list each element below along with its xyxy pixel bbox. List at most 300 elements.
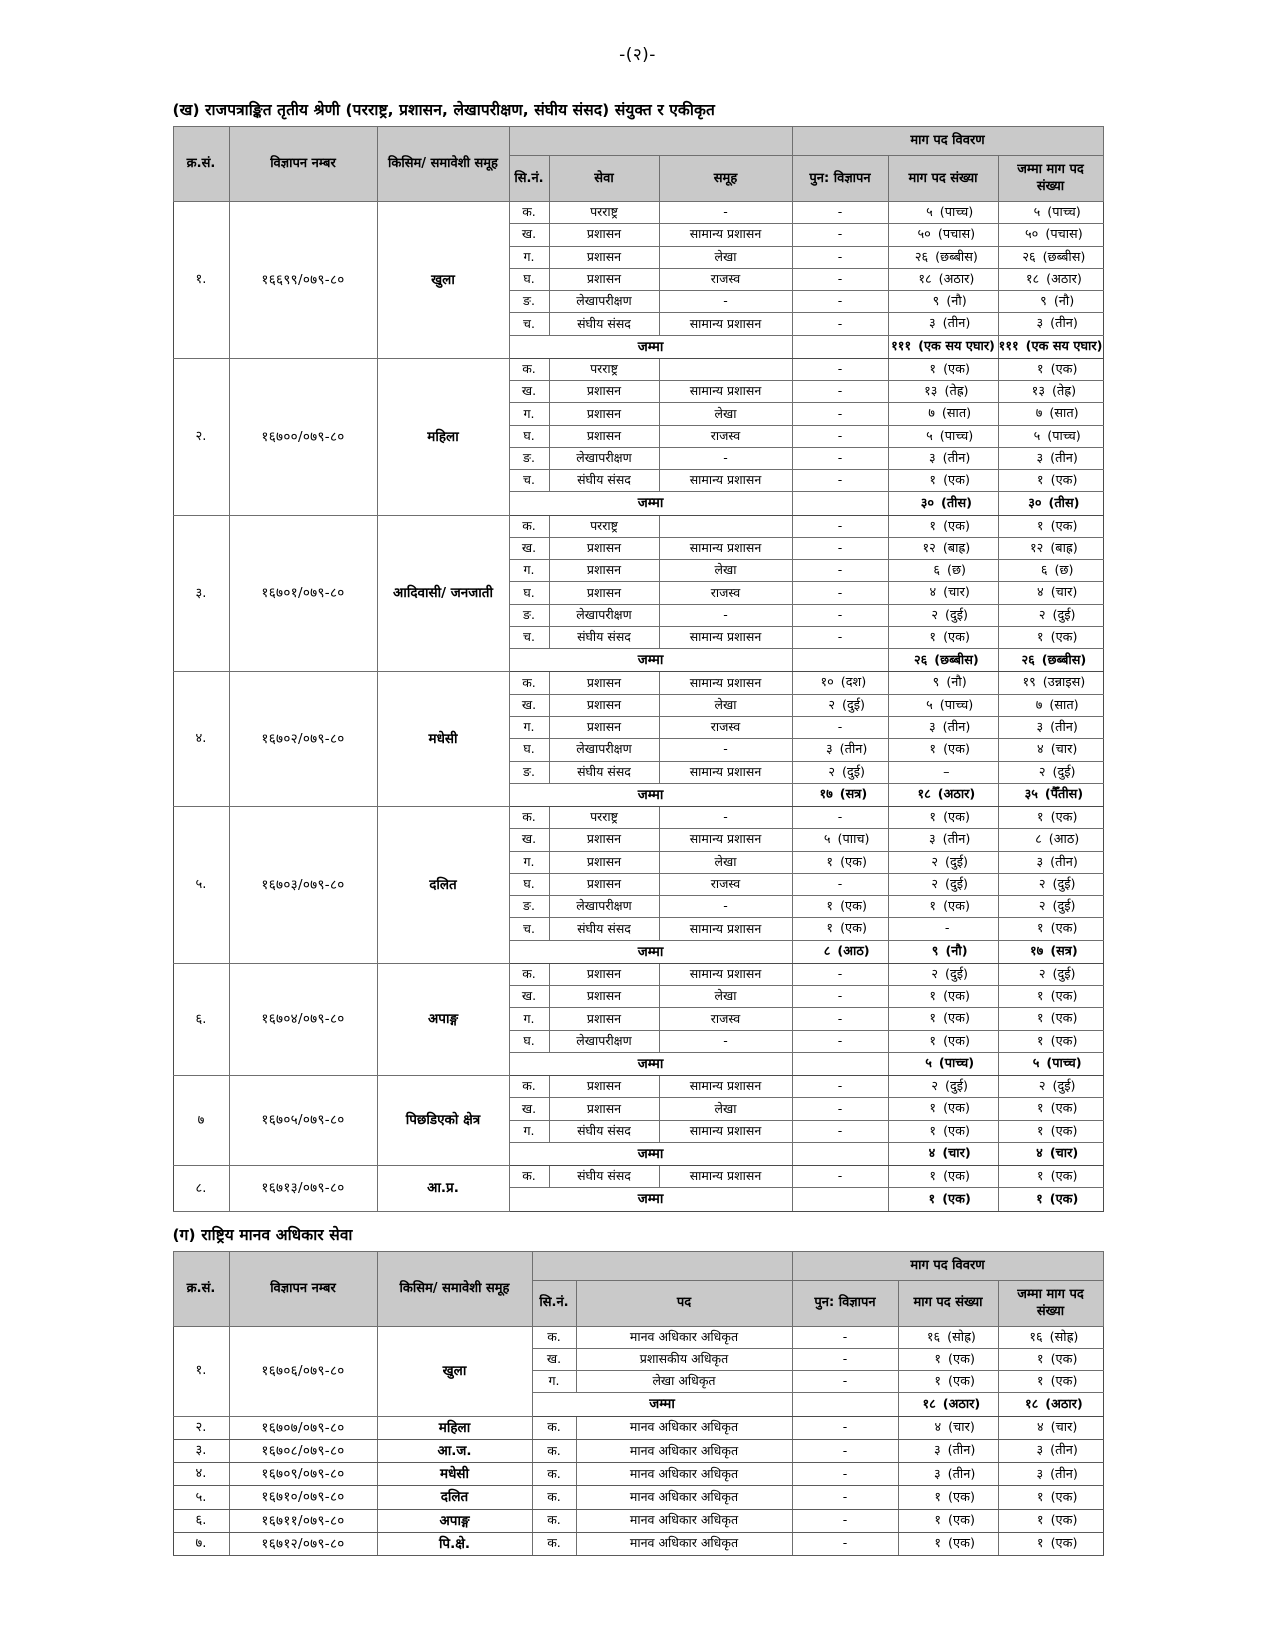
demanded-posts (888, 246, 998, 268)
total-demanded-posts-count-number: ३० (920, 495, 935, 511)
group-name: राजस्व (659, 425, 792, 447)
demanded-posts-word: (एक) (943, 1033, 970, 1049)
th-ga-kisim: किसिम/ समावेशी समूह (377, 1251, 532, 1326)
table-row (173, 1416, 1103, 1439)
demanded-posts-number: – (943, 764, 950, 780)
demanded-posts-word: (तीन) (942, 316, 971, 332)
sub-serial-number: ङ. (509, 761, 549, 783)
sub-serial-number: घ. (509, 739, 549, 761)
total-demanded-posts-number: १ (1036, 1123, 1044, 1139)
group-name (659, 358, 792, 380)
demanded-posts-word: (एक) (943, 1123, 970, 1139)
grand-total-posts-word: (पैँतीस) (1044, 787, 1084, 803)
sub-serial-number: ग. (509, 403, 549, 425)
service-name: लेखापरीक्षण (549, 896, 659, 918)
total-demanded-posts-number: २ (1038, 899, 1046, 915)
demanded-posts (888, 986, 998, 1008)
demanded-posts-word: (सोह्र) (947, 1329, 976, 1345)
grand-total-posts-word: (एक) (1049, 1191, 1079, 1207)
total-demanded-posts (998, 626, 1103, 648)
demanded-posts-word: (सात) (941, 406, 972, 422)
th-ga-sn: क्र.सं. (173, 1251, 229, 1326)
total-demanded-posts (998, 358, 1103, 380)
row-serial-number: ७. (173, 1532, 229, 1555)
th-ga-mag-pad-sankhya: माग पद संख्या (898, 1280, 998, 1326)
grand-total-posts (998, 649, 1103, 672)
demanded-posts (898, 1509, 998, 1532)
total-demanded-posts-number: ४ (1037, 1420, 1044, 1436)
demanded-posts (888, 739, 998, 761)
post-name: मानव अधिकार अधिकृत (576, 1416, 792, 1439)
demanded-posts-word: (एक) (943, 1101, 970, 1117)
total-demanded-posts-count-word: (एक) (942, 1191, 971, 1207)
demanded-posts (888, 381, 998, 403)
row-serial-number: ३. (173, 1439, 229, 1462)
group-name: लेखा (659, 560, 792, 582)
total-label: जम्मा (532, 1393, 792, 1416)
service-name: प्रशासन (549, 224, 659, 246)
total-demanded-posts-word: (एक) (1050, 361, 1078, 377)
advertisement-number: १६७००/०७९-८० (229, 358, 377, 515)
post-name: मानव अधिकार अधिकृत (576, 1326, 792, 1348)
demanded-posts-number: २ (931, 607, 938, 623)
demanded-posts (888, 358, 998, 380)
inclusive-group: आदिवासी/ जनजाती (377, 515, 509, 672)
sub-serial-number: ख. (509, 381, 549, 403)
total-label: जम्मा (509, 1142, 792, 1165)
demanded-posts-word: (तीन) (942, 719, 971, 735)
republished-count: - (792, 1098, 888, 1120)
total-demanded-posts-word: (पाच्च) (1047, 205, 1081, 221)
republished-count (792, 896, 888, 918)
grand-total-posts (998, 492, 1103, 515)
inclusive-group: अपाङ्ग (377, 1509, 532, 1532)
th-ga-pad: पद (576, 1280, 792, 1326)
demanded-posts (888, 202, 998, 224)
sub-serial-number: ग. (509, 716, 549, 738)
grand-total-posts-number: ३५ (1024, 787, 1038, 803)
republished-count-word: (पााच) (837, 832, 870, 848)
total-demanded-posts-word: (तीन) (1050, 1443, 1078, 1459)
demanded-posts (888, 626, 998, 648)
demanded-posts (888, 873, 998, 895)
sub-serial-number: ग. (509, 851, 549, 873)
demanded-posts-word: (दुई) (944, 854, 969, 870)
republished-count: - (792, 1166, 888, 1188)
total-demanded-posts-count-number: ५ (925, 1056, 932, 1072)
total-demanded-posts (998, 447, 1103, 469)
demanded-posts (888, 425, 998, 447)
demanded-posts (898, 1416, 998, 1439)
demanded-posts (888, 515, 998, 537)
demanded-posts-number: ७ (928, 406, 935, 422)
demanded-posts-word: (बाह्र) (942, 540, 971, 556)
grand-total-posts-number: १११ (998, 339, 1019, 355)
group-name: सामान्य प्रशासन (659, 1120, 792, 1142)
demanded-posts-word: (चार) (948, 1420, 975, 1436)
total-demanded-posts-count-number: ४ (928, 1146, 936, 1162)
table-row (173, 1439, 1103, 1462)
republished-count-number: १ (826, 899, 834, 915)
total-demanded-posts-word: (तीन) (1050, 450, 1078, 466)
total-demanded-posts-count-number: १ (928, 1191, 936, 1207)
demanded-posts-word: (एक) (943, 899, 970, 915)
th-ga-ad-no: विज्ञापन नम्बर (229, 1251, 377, 1326)
total-demanded-posts-number: २६ (1022, 249, 1036, 265)
advertisement-number: १६७०९/०७९-८० (229, 1463, 377, 1486)
group-name: राजस्व (659, 873, 792, 895)
demanded-posts-number: १ (929, 1011, 937, 1027)
total-demanded-posts (998, 694, 1103, 716)
republished-count: - (792, 807, 888, 829)
demanded-posts (888, 470, 998, 492)
sub-serial-number: ख. (509, 224, 549, 246)
sub-serial-number: च. (509, 626, 549, 648)
total-demanded-posts-number: १ (1036, 518, 1044, 534)
grand-total-posts-number: २६ (1021, 652, 1035, 668)
table-row (173, 1463, 1103, 1486)
total-demanded-posts-number: २ (1038, 876, 1046, 892)
total-demanded-posts (998, 739, 1103, 761)
total-republished-count (792, 1393, 898, 1416)
total-republished-count (792, 783, 888, 806)
table-row (173, 672, 1103, 694)
republished-count: - (792, 358, 888, 380)
republished-count: - (792, 313, 888, 335)
grand-total-posts-word: (चार) (1049, 1146, 1079, 1162)
total-demanded-posts-word: (एक) (1050, 473, 1078, 489)
total-demanded-posts-word: (एक) (1050, 1374, 1078, 1390)
total-demanded-posts-number: ५ (1033, 428, 1041, 444)
total-demanded-posts-count-word: (छब्बीस) (934, 652, 979, 668)
demanded-posts-number: ३ (929, 832, 936, 848)
total-demanded-posts (998, 1509, 1103, 1532)
demanded-posts-number: १२ (922, 540, 936, 556)
total-demanded-posts-number: १ (1036, 921, 1044, 937)
total-demanded-posts-number: १ (1036, 629, 1044, 645)
sub-serial-number: क. (532, 1326, 576, 1348)
demanded-posts (888, 1166, 998, 1188)
demanded-posts-word: (एक) (948, 1489, 975, 1505)
demanded-posts (888, 694, 998, 716)
th-ga-spacer (532, 1251, 792, 1280)
demanded-posts-word: (एक) (948, 1536, 975, 1552)
demanded-posts-number: १ (929, 1169, 937, 1185)
row-serial-number: ६. (173, 1509, 229, 1532)
demanded-posts-number: १ (934, 1489, 942, 1505)
total-republished-count (792, 492, 888, 515)
demanded-posts-word: (एक) (943, 518, 970, 534)
sub-serial-number: ङ. (509, 896, 549, 918)
republished-count: - (792, 963, 888, 985)
grand-total-posts-word: (अठार) (1045, 1396, 1083, 1412)
sub-serial-number: ग. (509, 1008, 549, 1030)
republished-count: - (792, 447, 888, 469)
republished-count-number: ३ (826, 742, 833, 758)
demanded-posts-number: ३ (929, 450, 936, 466)
demanded-posts (898, 1439, 998, 1462)
total-demanded-posts-word: (नौ) (1053, 294, 1075, 310)
demanded-posts-number: ४ (929, 585, 937, 601)
row-serial-number: २. (173, 358, 229, 515)
demanded-posts-number: १ (929, 1033, 937, 1049)
total-demanded-posts-count (888, 783, 998, 806)
total-demanded-posts-number: ७ (1035, 406, 1043, 422)
total-demanded-posts-count (888, 492, 998, 515)
total-demanded-posts-word: (तीन) (1050, 854, 1078, 870)
total-demanded-posts-number: १ (1036, 1101, 1044, 1117)
service-name: प्रशासन (549, 381, 659, 403)
demanded-posts (888, 829, 998, 851)
service-name: प्रशासन (549, 403, 659, 425)
demanded-posts-number: १८ (918, 271, 932, 287)
service-name: संघीय संसद (549, 626, 659, 648)
grand-total-posts (998, 1188, 1103, 1211)
grand-total-posts-number: १८ (1024, 1396, 1039, 1412)
total-demanded-posts (998, 986, 1103, 1008)
total-demanded-posts-count (888, 649, 998, 672)
total-demanded-posts (998, 918, 1103, 940)
total-demanded-posts-number: ५ (1033, 205, 1041, 221)
inclusive-group: दलित (377, 807, 509, 964)
demanded-posts-number: ९ (932, 675, 940, 691)
group-name: सामान्य प्रशासन (659, 918, 792, 940)
grand-total-posts (998, 1393, 1103, 1416)
th-ga-pun-bigyapan: पुन: विज्ञापन (792, 1280, 898, 1326)
demanded-posts-word: (एक) (943, 989, 970, 1005)
th-ad-no: विज्ञापन नम्बर (229, 127, 377, 202)
republished-count: - (792, 716, 888, 738)
row-serial-number: १. (173, 1326, 229, 1416)
republished-count: - (792, 1120, 888, 1142)
service-name: प्रशासन (549, 873, 659, 895)
republished-count-word: (एक) (840, 899, 867, 915)
table-row (173, 1076, 1103, 1098)
group-name: सामान्य प्रशासन (659, 1076, 792, 1098)
republished-count (792, 761, 888, 783)
total-demanded-posts-word: (तेह्र) (1051, 384, 1077, 400)
advertisement-number: १६७०५/०७९-८० (229, 1076, 377, 1166)
total-demanded-posts-word: (सात) (1049, 697, 1079, 713)
service-name: लेखापरीक्षण (549, 1030, 659, 1052)
total-demanded-posts-word: (एक) (1050, 1536, 1078, 1552)
section-kha-body (173, 202, 1103, 1212)
demanded-posts (888, 851, 998, 873)
republished-count: - (792, 1348, 898, 1370)
total-demanded-posts (998, 1416, 1103, 1439)
total-demanded-posts-number: १ (1036, 1489, 1044, 1505)
grand-total-posts (998, 1052, 1103, 1075)
total-demanded-posts (998, 515, 1103, 537)
table-row (173, 1532, 1103, 1555)
total-label: जम्मा (509, 649, 792, 672)
inclusive-group: दलित (377, 1486, 532, 1509)
th-ga-si-no: सि.नं. (532, 1280, 576, 1326)
republished-count: - (792, 873, 888, 895)
total-label: जम्मा (509, 783, 792, 806)
group-name: सामान्य प्रशासन (659, 313, 792, 335)
post-name: लेखा अधिकृत (576, 1371, 792, 1393)
total-demanded-posts-word: (दुई) (1052, 966, 1076, 982)
sub-serial-number: क. (532, 1486, 576, 1509)
total-demanded-posts-word: (उन्नाइस) (1042, 675, 1086, 691)
demanded-posts-number: ३ (933, 1443, 941, 1459)
total-demanded-posts-word: (चार) (1050, 742, 1078, 758)
demanded-posts (898, 1463, 998, 1486)
republished-count: - (792, 560, 888, 582)
total-demanded-posts-number: १ (1036, 1169, 1044, 1185)
service-name: प्रशासन (549, 425, 659, 447)
inclusive-group: अपाङ्ग (377, 963, 509, 1075)
grand-total-posts-word: (पाच्च) (1046, 1056, 1082, 1072)
total-demanded-posts (998, 896, 1103, 918)
republished-count: - (792, 246, 888, 268)
total-demanded-posts (998, 761, 1103, 783)
row-serial-number: ३. (173, 515, 229, 672)
republished-count-word: (एक) (840, 854, 867, 870)
total-demanded-posts (998, 381, 1103, 403)
demanded-posts-word: (एक) (943, 810, 970, 825)
demanded-posts-number: ९ (932, 294, 940, 310)
total-demanded-posts (998, 1348, 1103, 1370)
advertisement-number: १६७०४/०७९-८० (229, 963, 377, 1075)
demanded-posts (898, 1326, 998, 1348)
demanded-posts-number: १ (929, 629, 937, 645)
total-demanded-posts-count-number: १८ (917, 787, 931, 803)
republished-count: - (792, 1486, 898, 1509)
total-demanded-posts (998, 1439, 1103, 1462)
service-name: संघीय संसद (549, 761, 659, 783)
total-demanded-posts (998, 829, 1103, 851)
demanded-posts-number: २ (931, 1079, 938, 1095)
republished-count (792, 672, 888, 694)
demanded-posts-word: (पाच्च) (939, 205, 974, 221)
demanded-posts-number: १३ (924, 384, 938, 400)
grand-total-posts-word: (तीस) (1048, 495, 1080, 511)
demanded-posts-number: ५० (917, 227, 931, 243)
th-sewa: सेवा (549, 155, 659, 201)
demanded-posts (888, 672, 998, 694)
group-name: - (659, 807, 792, 829)
total-demanded-posts-word: (पचास) (1045, 227, 1083, 243)
table-row (173, 1326, 1103, 1348)
demanded-posts-word: (एक) (943, 473, 970, 489)
sub-serial-number: क. (532, 1509, 576, 1532)
sub-serial-number: ङ. (509, 291, 549, 313)
total-demanded-posts (998, 403, 1103, 425)
total-demanded-posts-number: २ (1038, 764, 1046, 780)
demanded-posts (888, 291, 998, 313)
demanded-posts (888, 1030, 998, 1052)
total-demanded-posts (998, 963, 1103, 985)
sub-serial-number: घ. (509, 425, 549, 447)
republished-count: - (792, 537, 888, 559)
demanded-posts (888, 1076, 998, 1098)
total-label: जम्मा (509, 492, 792, 515)
section-ga-header (173, 1251, 1103, 1326)
total-demanded-posts (998, 1076, 1103, 1098)
total-republished-count-word: (आठ) (837, 944, 870, 960)
th-ga-jamma-mag-pad-sankhya: जम्मा माग पद संख्या (998, 1280, 1103, 1326)
total-republished-count-word: (सत्र) (839, 787, 868, 803)
total-demanded-posts-word: (छ) (1054, 563, 1074, 579)
total-demanded-posts (998, 604, 1103, 626)
sub-serial-number: ख. (509, 694, 549, 716)
total-demanded-posts-word: (एक) (1050, 989, 1078, 1005)
demanded-posts-word: (एक) (948, 1512, 975, 1528)
service-name: संघीय संसद (549, 313, 659, 335)
demanded-posts-word: (तीन) (947, 1443, 976, 1459)
grand-total-posts-word: (छब्बीस) (1041, 652, 1087, 668)
advertisement-number: १६७१३/०७९-८० (229, 1166, 377, 1211)
total-demanded-posts-word: (एक) (1050, 1011, 1078, 1027)
th-ga-mag-pad-bibaran: माग पद विवरण (792, 1251, 1103, 1280)
total-demanded-posts-number: ३ (1036, 1443, 1044, 1459)
demanded-posts-word: (दुई) (944, 876, 969, 892)
total-republished-count (792, 1142, 888, 1165)
sub-serial-number: घ. (509, 1030, 549, 1052)
total-demanded-posts-number: ३ (1036, 719, 1044, 735)
total-demanded-posts-count-number: १८ (922, 1396, 936, 1412)
section-ga-table (173, 1251, 1104, 1556)
inclusive-group: आ.ज. (377, 1439, 532, 1462)
demanded-posts (888, 716, 998, 738)
demanded-posts-number: २ (931, 876, 938, 892)
republished-count (792, 694, 888, 716)
total-demanded-posts-count-word: (तीस) (941, 495, 972, 511)
th-spacer (509, 127, 792, 156)
group-name: सामान्य प्रशासन (659, 829, 792, 851)
service-name: प्रशासन (549, 1076, 659, 1098)
sub-serial-number: ग. (509, 560, 549, 582)
row-serial-number: २. (173, 1416, 229, 1439)
total-demanded-posts-number: ७ (1035, 697, 1043, 713)
total-demanded-posts (998, 1486, 1103, 1509)
demanded-posts-word: (तीन) (942, 832, 971, 848)
republished-count: - (792, 381, 888, 403)
group-name: सामान्य प्रशासन (659, 470, 792, 492)
demanded-posts (888, 313, 998, 335)
service-name: प्रशासन (549, 672, 659, 694)
total-demanded-posts-word: (एक) (1050, 1169, 1078, 1185)
demanded-posts (888, 582, 998, 604)
group-name: राजस्व (659, 1008, 792, 1030)
total-demanded-posts-number: ९ (1040, 294, 1047, 310)
demanded-posts-word: (छब्बीस) (935, 249, 978, 265)
republished-count: - (792, 1416, 898, 1439)
total-demanded-posts-word: (अठार) (1046, 271, 1082, 287)
total-demanded-posts-word: (एक) (1050, 1512, 1078, 1528)
advertisement-number: १६६९९/०७९-८० (229, 202, 377, 359)
group-name: सामान्य प्रशासन (659, 626, 792, 648)
group-name: सामान्य प्रशासन (659, 381, 792, 403)
total-demanded-posts (998, 291, 1103, 313)
section-kha-title: (ख) राजपत्राङ्कित तृतीय श्रेणी (परराष्ट्र, प्रशासन, लेखापरीक्षण, संघीय संसद) संयुक्त र एकीकृत (172, 101, 715, 119)
republished-count: - (792, 1008, 888, 1030)
republished-count-word: (एक) (840, 921, 867, 937)
total-demanded-posts-count-number: १११ (891, 339, 912, 355)
table-row (173, 807, 1103, 829)
demanded-posts-word: (दुई) (944, 1079, 969, 1095)
total-republished-count-number: १७ (819, 787, 833, 803)
total-label: जम्मा (509, 940, 792, 963)
total-demanded-posts-word: (दुई) (1052, 899, 1076, 915)
demanded-posts (898, 1348, 998, 1370)
demanded-posts-number: २६ (914, 249, 929, 265)
republished-count (792, 829, 888, 851)
grand-total-posts (998, 335, 1103, 358)
sub-serial-number: क. (509, 963, 549, 985)
